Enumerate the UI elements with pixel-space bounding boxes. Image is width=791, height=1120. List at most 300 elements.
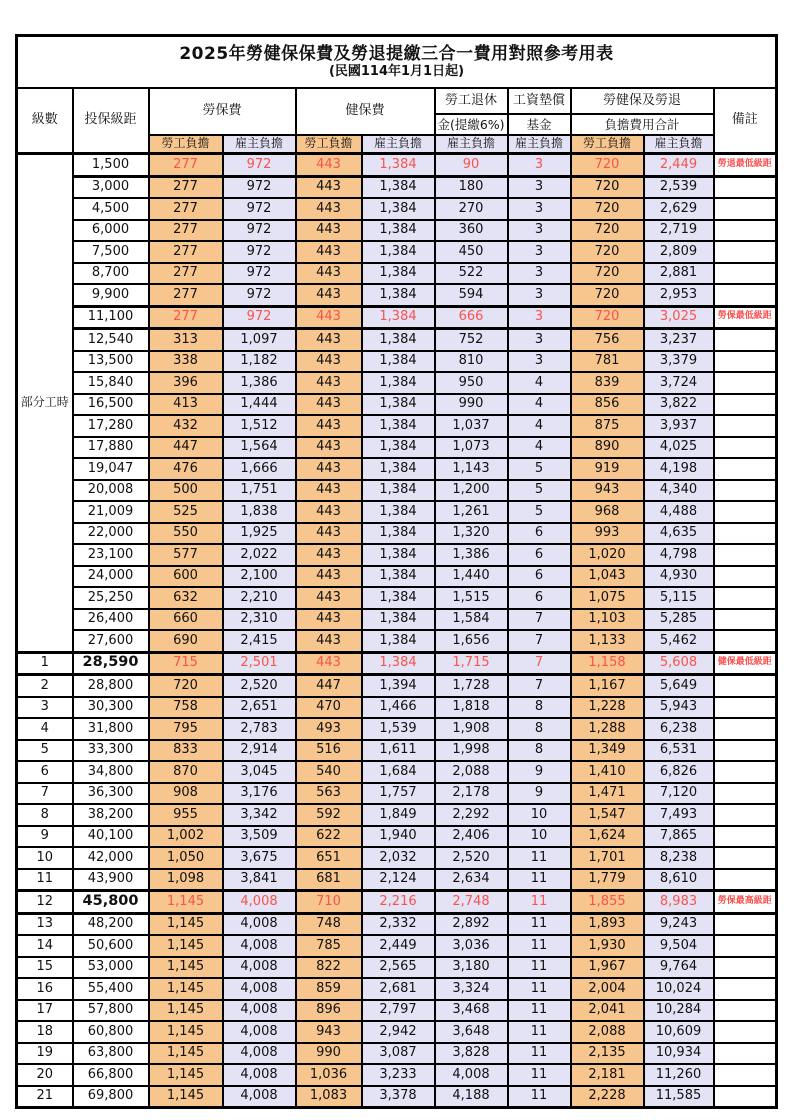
cell-total-employee: 2,041 (571, 1000, 644, 1022)
cell-remark (714, 718, 777, 740)
cell-pension-employer: 1,908 (435, 718, 508, 740)
cell-bracket: 25,250 (73, 587, 149, 609)
cell-labor-employee: 632 (149, 587, 223, 609)
cell-pension-employer: 810 (435, 351, 508, 373)
header-wage-fund-line1: 工資墊償 (508, 88, 571, 114)
table-row (17, 935, 777, 957)
cell-health-employer: 1,384 (362, 154, 435, 177)
cell-labor-employee: 870 (149, 761, 223, 783)
cell-labor-employee: 277 (149, 176, 223, 198)
cell-remark (714, 1000, 777, 1022)
cell-labor-employee: 1,145 (149, 978, 223, 1000)
cell-health-employer: 2,565 (362, 957, 435, 979)
cell-labor-employee: 313 (149, 329, 223, 351)
cell-total-employee: 1,103 (571, 609, 644, 631)
cell-total-employee: 1,624 (571, 826, 644, 848)
cell-pension-employer: 990 (435, 394, 508, 416)
cell-remark (714, 329, 777, 351)
cell-labor-employee: 1,145 (149, 1043, 223, 1065)
cell-health-employee: 443 (296, 372, 362, 394)
cell-health-employee: 785 (296, 935, 362, 957)
cell-pension-employer: 2,406 (435, 826, 508, 848)
cell-remark (714, 458, 777, 480)
cell-level: 14 (17, 935, 73, 957)
cell-total-employee: 720 (571, 154, 644, 177)
cell-remark (714, 587, 777, 609)
cell-labor-employer: 4,008 (223, 891, 296, 914)
cell-health-employer: 1,384 (362, 437, 435, 459)
cell-pension-employer: 1,386 (435, 544, 508, 566)
cell-bracket: 40,100 (73, 826, 149, 848)
cell-health-employee: 681 (296, 869, 362, 891)
table-row (17, 372, 777, 394)
cell-labor-employer: 3,342 (223, 804, 296, 826)
cell-total-employee: 1,701 (571, 847, 644, 869)
cell-remark (714, 176, 777, 198)
cell-pension-employer: 666 (435, 306, 508, 329)
cell-level: 19 (17, 1043, 73, 1065)
cell-total-employee: 1,020 (571, 544, 644, 566)
cell-total-employer: 5,943 (644, 697, 714, 719)
subheader-labor-employer: 雇主負擔 (223, 135, 296, 154)
cell-labor-employer: 3,509 (223, 826, 296, 848)
cell-bracket: 42,000 (73, 847, 149, 869)
cell-level: 2 (17, 675, 73, 697)
cell-pension-employer: 2,892 (435, 913, 508, 935)
cell-health-employer: 1,466 (362, 697, 435, 719)
cell-health-employee: 1,083 (296, 1086, 362, 1108)
table-row (17, 501, 777, 523)
fee-comparison-table (15, 34, 778, 1109)
cell-wage-fund-employer: 8 (508, 718, 571, 740)
cell-labor-employer: 972 (223, 220, 296, 242)
cell-bracket: 22,000 (73, 523, 149, 545)
cell-remark (714, 869, 777, 891)
cell-wage-fund-employer: 10 (508, 826, 571, 848)
cell-bracket: 55,400 (73, 978, 149, 1000)
table-row (17, 329, 777, 351)
cell-health-employer: 1,384 (362, 198, 435, 220)
cell-pension-employer: 3,324 (435, 978, 508, 1000)
cell-labor-employee: 525 (149, 501, 223, 523)
table-row (17, 263, 777, 285)
cell-labor-employer: 4,008 (223, 978, 296, 1000)
cell-health-employee: 896 (296, 1000, 362, 1022)
cell-wage-fund-employer: 3 (508, 263, 571, 285)
cell-labor-employee: 277 (149, 154, 223, 177)
cell-bracket: 11,100 (73, 306, 149, 329)
cell-total-employer: 3,724 (644, 372, 714, 394)
cell-pension-employer: 270 (435, 198, 508, 220)
table-row (17, 761, 777, 783)
cell-health-employer: 1,940 (362, 826, 435, 848)
cell-total-employee: 1,133 (571, 630, 644, 652)
cell-pension-employer: 1,515 (435, 587, 508, 609)
cell-remark (714, 1064, 777, 1086)
cell-total-employer: 8,610 (644, 869, 714, 891)
cell-health-employee: 443 (296, 523, 362, 545)
cell-health-employee: 443 (296, 306, 362, 329)
cell-remark (714, 1086, 777, 1108)
cell-pension-employer: 450 (435, 241, 508, 263)
cell-health-employer: 1,384 (362, 394, 435, 416)
table-row (17, 154, 777, 177)
cell-total-employee: 1,471 (571, 783, 644, 805)
cell-health-employee: 563 (296, 783, 362, 805)
cell-labor-employer: 972 (223, 154, 296, 177)
cell-labor-employer: 1,838 (223, 501, 296, 523)
cell-total-employer: 9,243 (644, 913, 714, 935)
cell-bracket: 4,500 (73, 198, 149, 220)
header-bracket: 投保級距 (73, 88, 149, 154)
cell-remark (714, 523, 777, 545)
cell-total-employer: 2,449 (644, 154, 714, 177)
cell-total-employer: 10,609 (644, 1021, 714, 1043)
cell-total-employer: 9,764 (644, 957, 714, 979)
cell-pension-employer: 360 (435, 220, 508, 242)
cell-health-employer: 2,449 (362, 935, 435, 957)
table-row (17, 220, 777, 242)
cell-total-employee: 1,043 (571, 566, 644, 588)
cell-wage-fund-employer: 9 (508, 761, 571, 783)
cell-labor-employer: 4,008 (223, 1043, 296, 1065)
cell-labor-employer: 972 (223, 306, 296, 329)
cell-wage-fund-employer: 4 (508, 437, 571, 459)
cell-health-employer: 1,384 (362, 480, 435, 502)
cell-labor-employer: 4,008 (223, 1000, 296, 1022)
cell-pension-employer: 1,261 (435, 501, 508, 523)
cell-remark (714, 697, 777, 719)
cell-bracket: 33,300 (73, 740, 149, 762)
cell-total-employer: 7,865 (644, 826, 714, 848)
cell-level: 3 (17, 697, 73, 719)
cell-total-employee: 2,181 (571, 1064, 644, 1086)
cell-level: 6 (17, 761, 73, 783)
table-row (17, 437, 777, 459)
cell-total-employer: 7,493 (644, 804, 714, 826)
cell-health-employee: 443 (296, 609, 362, 631)
cell-labor-employer: 2,100 (223, 566, 296, 588)
cell-wage-fund-employer: 3 (508, 241, 571, 263)
cell-bracket: 21,009 (73, 501, 149, 523)
cell-wage-fund-employer: 8 (508, 697, 571, 719)
cell-health-employer: 3,378 (362, 1086, 435, 1108)
cell-bracket: 66,800 (73, 1064, 149, 1086)
cell-remark (714, 372, 777, 394)
cell-total-employer: 4,798 (644, 544, 714, 566)
cell-labor-employer: 2,501 (223, 652, 296, 675)
cell-total-employer: 4,025 (644, 437, 714, 459)
cell-total-employee: 968 (571, 501, 644, 523)
cell-remark: 勞保最低級距 (714, 306, 777, 329)
cell-bracket: 17,280 (73, 415, 149, 437)
cell-total-employer: 3,237 (644, 329, 714, 351)
cell-labor-employee: 277 (149, 198, 223, 220)
cell-pension-employer: 1,656 (435, 630, 508, 652)
cell-bracket: 69,800 (73, 1086, 149, 1108)
cell-labor-employer: 972 (223, 263, 296, 285)
table-row (17, 1064, 777, 1086)
cell-level: 11 (17, 869, 73, 891)
cell-health-employee: 443 (296, 566, 362, 588)
cell-total-employer: 6,531 (644, 740, 714, 762)
table-row (17, 1043, 777, 1065)
cell-labor-employee: 432 (149, 415, 223, 437)
cell-wage-fund-employer: 3 (508, 329, 571, 351)
cell-pension-employer: 2,634 (435, 869, 508, 891)
cell-labor-employer: 4,008 (223, 935, 296, 957)
cell-total-employer: 3,379 (644, 351, 714, 373)
cell-remark: 健保最低級距 (714, 652, 777, 675)
cell-remark (714, 957, 777, 979)
cell-bracket: 53,000 (73, 957, 149, 979)
table-row (17, 913, 777, 935)
header-labor-insurance: 勞保費 (149, 88, 296, 135)
cell-remark (714, 978, 777, 1000)
cell-labor-employer: 4,008 (223, 1064, 296, 1086)
cell-bracket: 6,000 (73, 220, 149, 242)
cell-bracket: 34,800 (73, 761, 149, 783)
cell-labor-employee: 715 (149, 652, 223, 675)
cell-health-employer: 1,384 (362, 609, 435, 631)
cell-total-employee: 781 (571, 351, 644, 373)
cell-pension-employer: 2,520 (435, 847, 508, 869)
cell-labor-employee: 908 (149, 783, 223, 805)
header-total-line1: 勞健保及勞退 (571, 88, 714, 114)
cell-labor-employee: 476 (149, 458, 223, 480)
cell-bracket: 57,800 (73, 1000, 149, 1022)
cell-level: 17 (17, 1000, 73, 1022)
cell-labor-employer: 3,176 (223, 783, 296, 805)
cell-health-employer: 1,384 (362, 351, 435, 373)
cell-total-employee: 875 (571, 415, 644, 437)
cell-level: 15 (17, 957, 73, 979)
cell-bracket: 7,500 (73, 241, 149, 263)
table-row (17, 198, 777, 220)
table-row (17, 284, 777, 306)
cell-pension-employer: 2,178 (435, 783, 508, 805)
cell-bracket: 26,400 (73, 609, 149, 631)
cell-health-employer: 1,384 (362, 544, 435, 566)
cell-wage-fund-employer: 11 (508, 913, 571, 935)
cell-wage-fund-employer: 7 (508, 652, 571, 675)
cell-remark (714, 761, 777, 783)
cell-labor-employer: 2,783 (223, 718, 296, 740)
cell-labor-employee: 447 (149, 437, 223, 459)
cell-remark (714, 351, 777, 373)
cell-health-employee: 443 (296, 176, 362, 198)
cell-total-employer: 2,809 (644, 241, 714, 263)
cell-health-employer: 2,797 (362, 1000, 435, 1022)
cell-total-employer: 3,937 (644, 415, 714, 437)
cell-wage-fund-employer: 6 (508, 587, 571, 609)
cell-remark (714, 935, 777, 957)
cell-labor-employer: 972 (223, 284, 296, 306)
cell-bracket: 9,900 (73, 284, 149, 306)
cell-level: 1 (17, 652, 73, 675)
cell-labor-employer: 1,512 (223, 415, 296, 437)
table-row (17, 176, 777, 198)
cell-pension-employer: 1,037 (435, 415, 508, 437)
cell-remark (714, 630, 777, 652)
page-title: 2025年勞健保保費及勞退提繳三合一費用對照參考用表 (179, 44, 614, 64)
header-wage-fund-line2: 基金 (508, 114, 571, 135)
cell-health-employee: 540 (296, 761, 362, 783)
cell-health-employee: 622 (296, 826, 362, 848)
cell-total-employee: 1,930 (571, 935, 644, 957)
cell-remark (714, 675, 777, 697)
table-row (17, 891, 777, 914)
cell-health-employer: 1,384 (362, 306, 435, 329)
subheader-wage-fund-employer: 雇主負擔 (508, 135, 571, 154)
cell-total-employee: 943 (571, 480, 644, 502)
reference-sheet (15, 34, 778, 1109)
cell-labor-employer: 2,022 (223, 544, 296, 566)
cell-total-employee: 1,893 (571, 913, 644, 935)
cell-level: 13 (17, 913, 73, 935)
cell-labor-employee: 1,145 (149, 957, 223, 979)
header-health-insurance: 健保費 (296, 88, 435, 135)
cell-labor-employee: 413 (149, 394, 223, 416)
cell-wage-fund-employer: 3 (508, 198, 571, 220)
cell-health-employee: 443 (296, 630, 362, 652)
cell-pension-employer: 2,292 (435, 804, 508, 826)
cell-pension-employer: 3,468 (435, 1000, 508, 1022)
cell-total-employer: 5,115 (644, 587, 714, 609)
cell-health-employee: 443 (296, 544, 362, 566)
cell-health-employer: 2,942 (362, 1021, 435, 1043)
cell-health-employer: 1,384 (362, 566, 435, 588)
header-group-row (17, 88, 777, 114)
cell-health-employee: 493 (296, 718, 362, 740)
cell-total-employee: 1,779 (571, 869, 644, 891)
cell-labor-employer: 3,841 (223, 869, 296, 891)
cell-pension-employer: 4,188 (435, 1086, 508, 1108)
cell-health-employee: 447 (296, 675, 362, 697)
cell-pension-employer: 3,648 (435, 1021, 508, 1043)
cell-health-employee: 943 (296, 1021, 362, 1043)
cell-wage-fund-employer: 11 (508, 935, 571, 957)
cell-wage-fund-employer: 11 (508, 1043, 571, 1065)
cell-remark: 勞退最低級距 (714, 154, 777, 177)
cell-total-employee: 720 (571, 220, 644, 242)
cell-health-employer: 2,681 (362, 978, 435, 1000)
cell-labor-employee: 1,145 (149, 1086, 223, 1108)
cell-labor-employee: 1,145 (149, 1000, 223, 1022)
header-total-line2: 負擔費用合計 (571, 114, 714, 135)
cell-labor-employer: 1,182 (223, 351, 296, 373)
cell-level: 20 (17, 1064, 73, 1086)
cell-labor-employee: 758 (149, 697, 223, 719)
cell-health-employee: 443 (296, 480, 362, 502)
cell-total-employer: 2,719 (644, 220, 714, 242)
cell-labor-employee: 1,145 (149, 891, 223, 914)
cell-health-employee: 859 (296, 978, 362, 1000)
cell-total-employer: 11,585 (644, 1086, 714, 1108)
cell-pension-employer: 950 (435, 372, 508, 394)
cell-bracket: 63,800 (73, 1043, 149, 1065)
cell-pension-employer: 4,008 (435, 1064, 508, 1086)
cell-health-employee: 443 (296, 329, 362, 351)
cell-pension-employer: 594 (435, 284, 508, 306)
cell-level: 10 (17, 847, 73, 869)
cell-remark (714, 566, 777, 588)
cell-wage-fund-employer: 3 (508, 154, 571, 177)
cell-remark (714, 263, 777, 285)
cell-wage-fund-employer: 4 (508, 372, 571, 394)
cell-remark (714, 480, 777, 502)
cell-total-employee: 1,167 (571, 675, 644, 697)
cell-remark (714, 826, 777, 848)
cell-health-employee: 443 (296, 501, 362, 523)
cell-labor-employee: 500 (149, 480, 223, 502)
cell-total-employer: 8,238 (644, 847, 714, 869)
cell-total-employee: 1,075 (571, 587, 644, 609)
cell-total-employee: 720 (571, 284, 644, 306)
cell-health-employee: 443 (296, 437, 362, 459)
cell-health-employer: 1,684 (362, 761, 435, 783)
cell-health-employer: 1,384 (362, 587, 435, 609)
cell-labor-employer: 972 (223, 198, 296, 220)
cell-health-employer: 1,394 (362, 675, 435, 697)
cell-remark (714, 783, 777, 805)
cell-pension-employer: 1,073 (435, 437, 508, 459)
cell-total-employer: 10,024 (644, 978, 714, 1000)
cell-labor-employer: 3,675 (223, 847, 296, 869)
cell-bracket: 1,500 (73, 154, 149, 177)
cell-wage-fund-employer: 10 (508, 804, 571, 826)
cell-remark: 勞保最高級距 (714, 891, 777, 914)
cell-labor-employer: 2,520 (223, 675, 296, 697)
cell-health-employer: 1,849 (362, 804, 435, 826)
cell-remark (714, 437, 777, 459)
table-row (17, 394, 777, 416)
cell-health-employee: 516 (296, 740, 362, 762)
cell-remark (714, 284, 777, 306)
cell-health-employer: 1,384 (362, 415, 435, 437)
cell-health-employer: 1,611 (362, 740, 435, 762)
cell-health-employee: 443 (296, 394, 362, 416)
table-row (17, 826, 777, 848)
cell-total-employer: 5,462 (644, 630, 714, 652)
cell-labor-employer: 2,415 (223, 630, 296, 652)
cell-bracket: 30,300 (73, 697, 149, 719)
cell-total-employee: 2,004 (571, 978, 644, 1000)
cell-total-employee: 1,158 (571, 652, 644, 675)
cell-wage-fund-employer: 3 (508, 351, 571, 373)
cell-health-employer: 2,032 (362, 847, 435, 869)
cell-labor-employee: 277 (149, 220, 223, 242)
cell-labor-employer: 4,008 (223, 1086, 296, 1108)
cell-pension-employer: 1,715 (435, 652, 508, 675)
cell-total-employer: 3,822 (644, 394, 714, 416)
cell-health-employee: 710 (296, 891, 362, 914)
cell-wage-fund-employer: 11 (508, 869, 571, 891)
cell-bracket: 50,600 (73, 935, 149, 957)
cell-labor-employee: 577 (149, 544, 223, 566)
header-remark: 備註 (714, 88, 777, 154)
cell-labor-employee: 1,050 (149, 847, 223, 869)
cell-pension-employer: 752 (435, 329, 508, 351)
cell-remark (714, 241, 777, 263)
cell-health-employer: 2,332 (362, 913, 435, 935)
cell-total-employer: 4,930 (644, 566, 714, 588)
cell-level: 12 (17, 891, 73, 914)
cell-wage-fund-employer: 5 (508, 480, 571, 502)
cell-health-employer: 1,384 (362, 284, 435, 306)
cell-total-employee: 890 (571, 437, 644, 459)
cell-bracket: 20,008 (73, 480, 149, 502)
